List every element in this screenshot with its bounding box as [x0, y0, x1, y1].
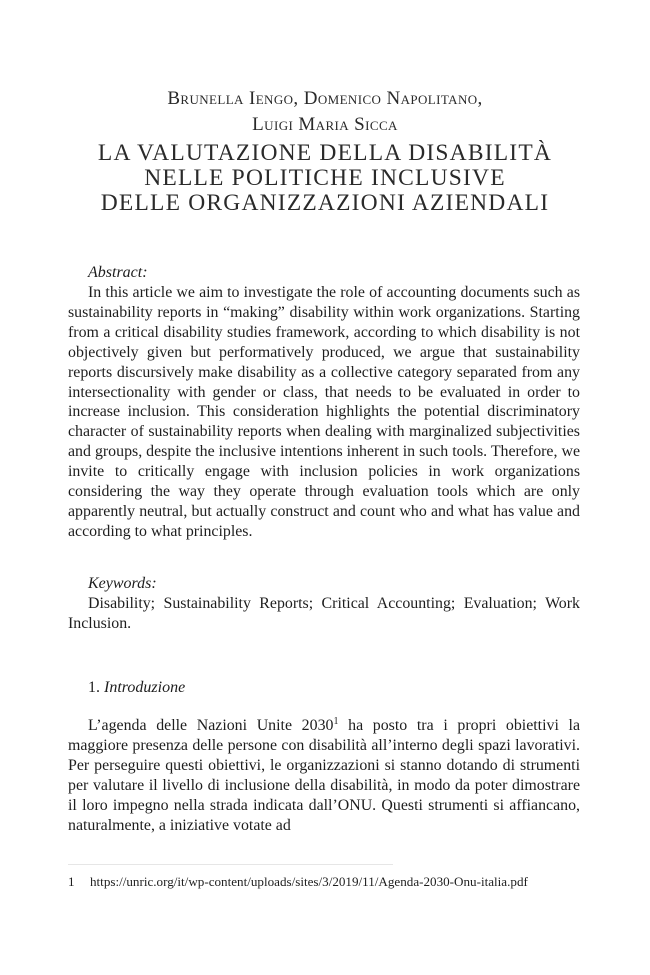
- footnote-reference[interactable]: 1: [333, 716, 339, 727]
- keywords-text: Disability; Sustainability Reports; Critical Accounting; Evaluation; Work Inclusion.: [68, 595, 580, 632]
- article-title: [0, 141, 650, 216]
- abstract-label: Abstract:: [88, 264, 148, 281]
- title-line-1: LA VALUTAZIONE DELLA DISABILITÀ: [97, 140, 553, 166]
- authors-line-1: Brunella Iengo, Domenico Napolitano,: [167, 88, 483, 109]
- section-title: Introduzione: [104, 679, 186, 696]
- title-line-3: DELLE ORGANIZZAZIONI AZIENDALI: [100, 190, 550, 216]
- intro-text-before-note: L’agenda delle Nazioni Unite 2030: [88, 717, 334, 734]
- authors-line-2: Luigi Maria Sicca: [252, 114, 398, 135]
- keywords-section: [68, 574, 580, 634]
- title-line-2: NELLE POLITICHE INCLUSIVE: [144, 165, 506, 191]
- section-heading: [68, 678, 580, 698]
- abstract-text: In this article we aim to investigate the role of accounting documents such as sustainability reports in “making” disability within work organizations. Starting from a critical disability studies framework, according to which disability is not objectively given but performatively produced, we argue that sustainability reports discursively make disability as a collective category separated from any intersectionality with gender or class, that needs to be evaluated in order to increase inclusion. This consideration highlights the potential discriminatory character of sustainability reports when dealing with marginalized subjectivities and groups, despite the inclusive intentions inherent in such tools. Therefore, we invite to critically engage with inclusion policies in work organizations considering the way they operate through evaluation tools which are only apparently neutral, but actually construct and count who and what has value and according to what principles.: [68, 284, 580, 540]
- authors: [0, 86, 650, 138]
- section-number: 1.: [88, 679, 100, 696]
- footnote-url[interactable]: https://unric.org/it/wp-content/uploads/sites/3/2019/11/Agenda-2030-Onu-italia.pdf: [90, 874, 528, 889]
- footnote: [68, 874, 588, 890]
- introduction-paragraph: [68, 716, 580, 835]
- abstract-section: [68, 263, 580, 542]
- introduction-body: [68, 716, 580, 835]
- keywords-label: Keywords:: [88, 575, 157, 592]
- footnote-divider: [68, 864, 393, 865]
- footnote-number: 1: [68, 874, 75, 889]
- intro-text-after-note: ha posto tra i propri obiettivi la maggiore presenza delle persone con disabilità all’interno degli spazi lavorativi. Per perseguire questi obiettivi, le organizzazioni si stanno dotando di strumenti per valutare il livello di inclusione della disabilità, in modo da poter dimostrare il loro impegno nella strada indicata dall’ONU. Questi strumenti si affiancano, naturalmente, a iniziative votate ad: [68, 717, 580, 834]
